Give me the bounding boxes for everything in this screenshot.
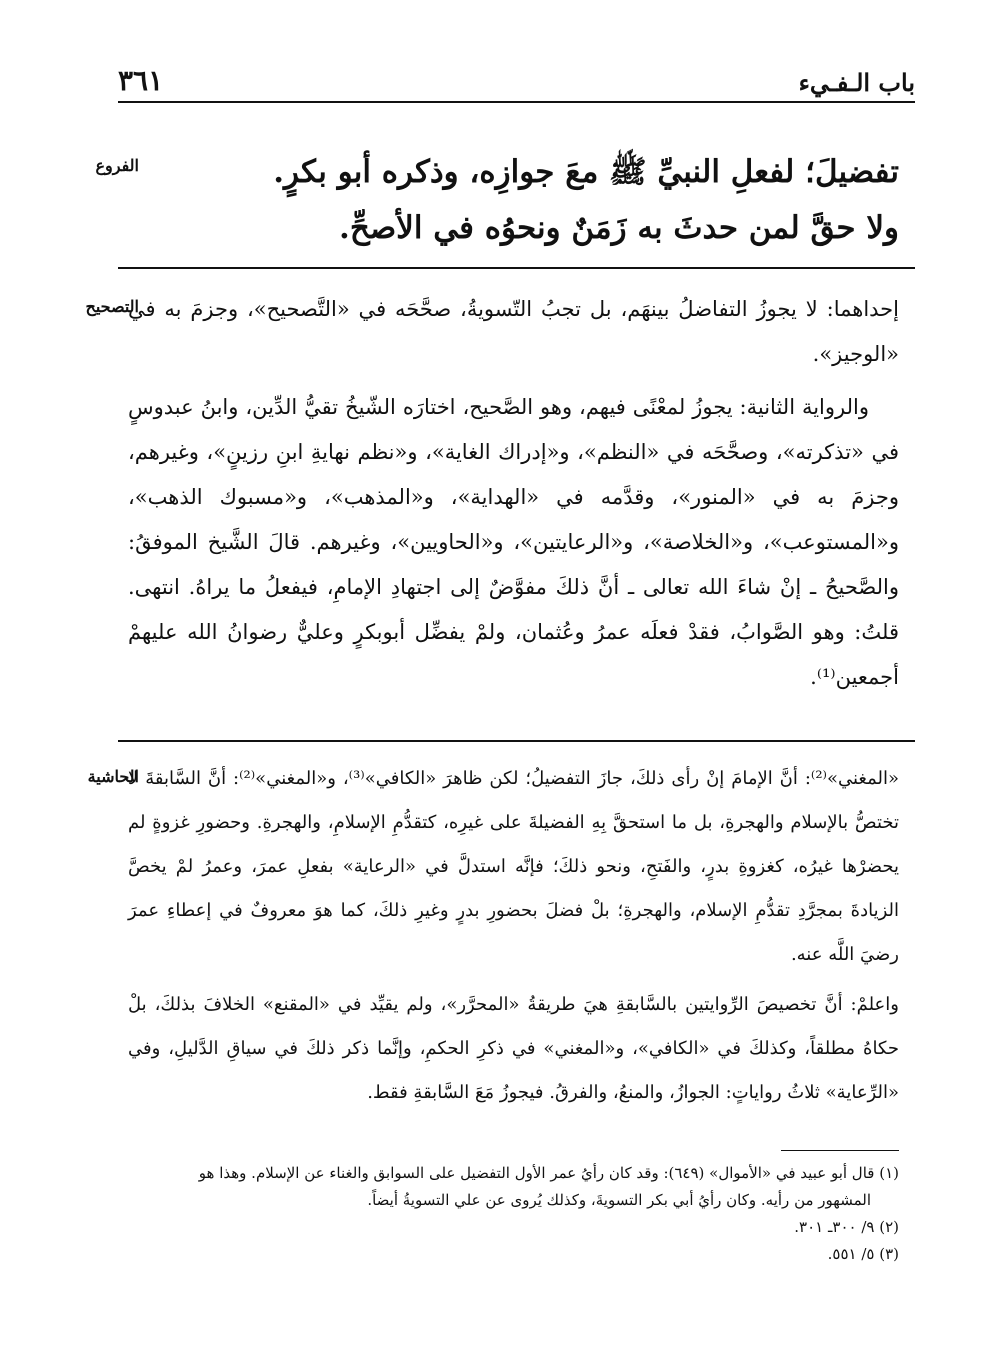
footnote-3: (٣) ٥/ ٥٥١. [827, 1245, 899, 1263]
tashih-paragraph-1: إحداهما: لا يجوزُ التفاضلُ بينهَم، بل تجبُ التّسويةُ، صحَّحَه في «التَّصحيح»، وجزمَ به في «الوجيز». [128, 297, 899, 366]
footnote-2: (٢) ٩/ ٣٠٠ـ ٣٠١. [794, 1218, 899, 1236]
footnote-1: (١) قال أبو عبيد في «الأموال» (٦٤٩): وقد كان رأيُ عمر الأول التفضيل على السوابق والغناء عن الإسلام. وهذا هو [198, 1164, 899, 1182]
footnotes [128, 1160, 899, 1268]
hashiya-paragraph-2: واعلمْ: أنَّ تخصيصَ الرِّوايتين بالسَّابقةِ هيَ طريقةُ «المحرَّر»، ولم يقيِّد في «المقنع» الخلافَ بذلكَ، بلْ حكاهُ مطلقاً، وكذلكَ في «الكافي»، و«المغني» في ذكرِ الحكمِ، وإنَّما ذكر ذلكَ في سياقِ الدَّليلِ، وفي «الرِّعاية» ثلاثُ رواياتٍ: الجوازُ، والمنعُ، والفرقُ. فيجوزُ مَعَ السَّابقةِ فقط. [128, 994, 899, 1103]
section-divider-2 [118, 740, 915, 742]
chapter-title: باب الـفـيء [798, 68, 915, 97]
hashiya-paragraph-1: «المغني»⁽²⁾: أنَّ الإمامَ إنْ رأى ذلكَ، جازَ التفضيلُ؛ لكن ظاهرَ «الكافي»⁽³⁾، و«المغني»⁽²⁾: أنَّ السَّابقةَ لا تختصُّ بالإسلام والهجرةِ، بل ما استحقَّ بِهِ الفضيلةَ على غيرِه، كتقدُّمِ الإسلامِ، والهجرةِ. وحضورِ غزوةٍ لم يحضرْها غيرُه، كغزوةِ بدرٍ، والفَتحِ، ونحو ذلكَ؛ فإنَّه استدلَّ في «الرعاية» بفعلِ عمرَ، وعمرُ لمْ يخصَّ الزيادةَ بمجرَّدِ تقدُّمِ الإسلام، والهجرةِ؛ بلْ فضلَ بحضورِ بدرٍ وغيرِ ذلكَ، كما هوَ معروفٌ في إعطاءِ عمرَ رضيَ اللَّه عنه. [128, 768, 899, 965]
tashih-text [128, 287, 899, 700]
matn-line-1: تفضيلَ؛ لفعلِ النبيِّ ﷺ معَ جوازِه، وذكره أبو بكرٍ. [273, 154, 899, 190]
matn-text [128, 144, 899, 256]
tashih-paragraph-2: والرواية الثانية: يجوزُ لمعْنًى فيهم، وهو الصَّحيح، اختارَه الشّيخُ تقيُّ الدِّين، وابنُ عبدوسٍ في «تذكرته»، وصحَّحَه في «النظم»، و«إدراك الغاية»، و«نظم نهايةِ ابنِ رزينٍ»، وغيرهم، وجزمَ به في «المنور»، وقدَّمه في «الهداية»، و«المذهب»، و«مسبوك الذهب»، و«المستوعب»، و«الخلاصة»، و«الرعايتين»، و«الحاويين»، وغيرهم. قالَ الشَّيخ الموفقُ: والصَّحيحُ ـ إنْ شاءَ الله تعالى ـ أنَّ ذلكَ مفوَّضٌ إلى اجتهادِ الإمامِ، فيفعلُ ما يراهُ. انتهى. قلتُ: وهو الصَّوابُ، فقدْ فعلَه عمرُ وعُثمان، ولمْ يفضِّل أبوبكرٍ وعليٌّ رضوانُ الله عليهمْ أجمعين⁽¹⁾. [128, 395, 899, 689]
header-divider [118, 101, 915, 103]
section-label-tashih: التصحيح [85, 297, 139, 316]
page-header [118, 64, 915, 100]
footnote-1-continued: المشهور من رأيه. وكان رأيُ أبي بكر التسويةَ، وكذلك يُروى عن علي التسويةُ أيضاً. [367, 1191, 871, 1209]
section-divider-1 [118, 267, 915, 269]
hashiya-text [128, 757, 899, 1115]
page-number: ٣٦١ [118, 64, 164, 97]
matn-line-2: ولا حقَّ لمن حدثَ به زَمَنٌ ونحوُه في الأصحِّ. [339, 210, 899, 246]
section-label-furu: الفروع [95, 156, 139, 175]
footnote-divider [781, 1150, 899, 1151]
section-label-hashiya: الحاشية [87, 767, 139, 786]
